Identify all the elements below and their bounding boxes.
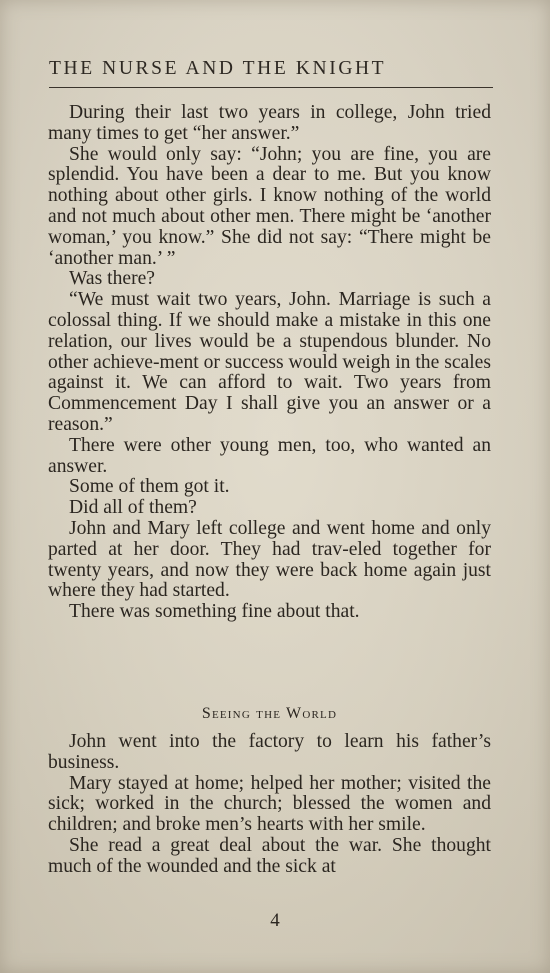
running-head: THE NURSE AND THE KNIGHT [49,58,387,79]
page-number: 4 [270,910,280,931]
paragraph: She would only say: “John; you are fine, you are splendid. You have been a dear to me. But you know nothing about other girls. I know nothing of the world and not much about other men. There might be ‘another woman,’ you know.” She did not say: “There might be ‘another man.’ ” [48,143,491,269]
paragraph: Mary stayed at home; helped her mother; visited the sick; worked in the church; blessed the women and children; and broke men’s hearts with her smile. [48,772,491,836]
paragraph: There were other young men, too, who wanted an answer. [48,434,491,477]
section-body-text [48,732,491,878]
paragraph: She read a great deal about the war. She thought much of the wounded and the sick at [48,834,491,877]
header-rule [49,87,493,88]
paragraph: Was there? [69,268,155,290]
paragraph: John and Mary left college and went home and only parted at her door. They had trav-eled together for twenty years, and now they were back home again just where they had started. [48,517,491,602]
paragraph: “We must wait two years, John. Marriage is such a colossal thing. If we should make a mistake in this one relation, our lives would be a stupendous blunder. No other achieve-ment or success would weigh in the scales against it. We can afford to wait. Two years from Commencement Day I shall give you an answer or a reason.” [48,289,491,435]
paragraph: There was something fine about that. [69,601,360,623]
paragraph: John went into the factory to learn his father’s business. [48,731,491,773]
paragraph: Did all of them? [69,497,197,519]
body-text [48,103,491,623]
paragraph: Some of them got it. [69,476,230,498]
section-heading: Seeing the World [201,705,338,722]
paragraph: During their last two years in college, John tried many times to get “her answer.” [48,102,491,144]
